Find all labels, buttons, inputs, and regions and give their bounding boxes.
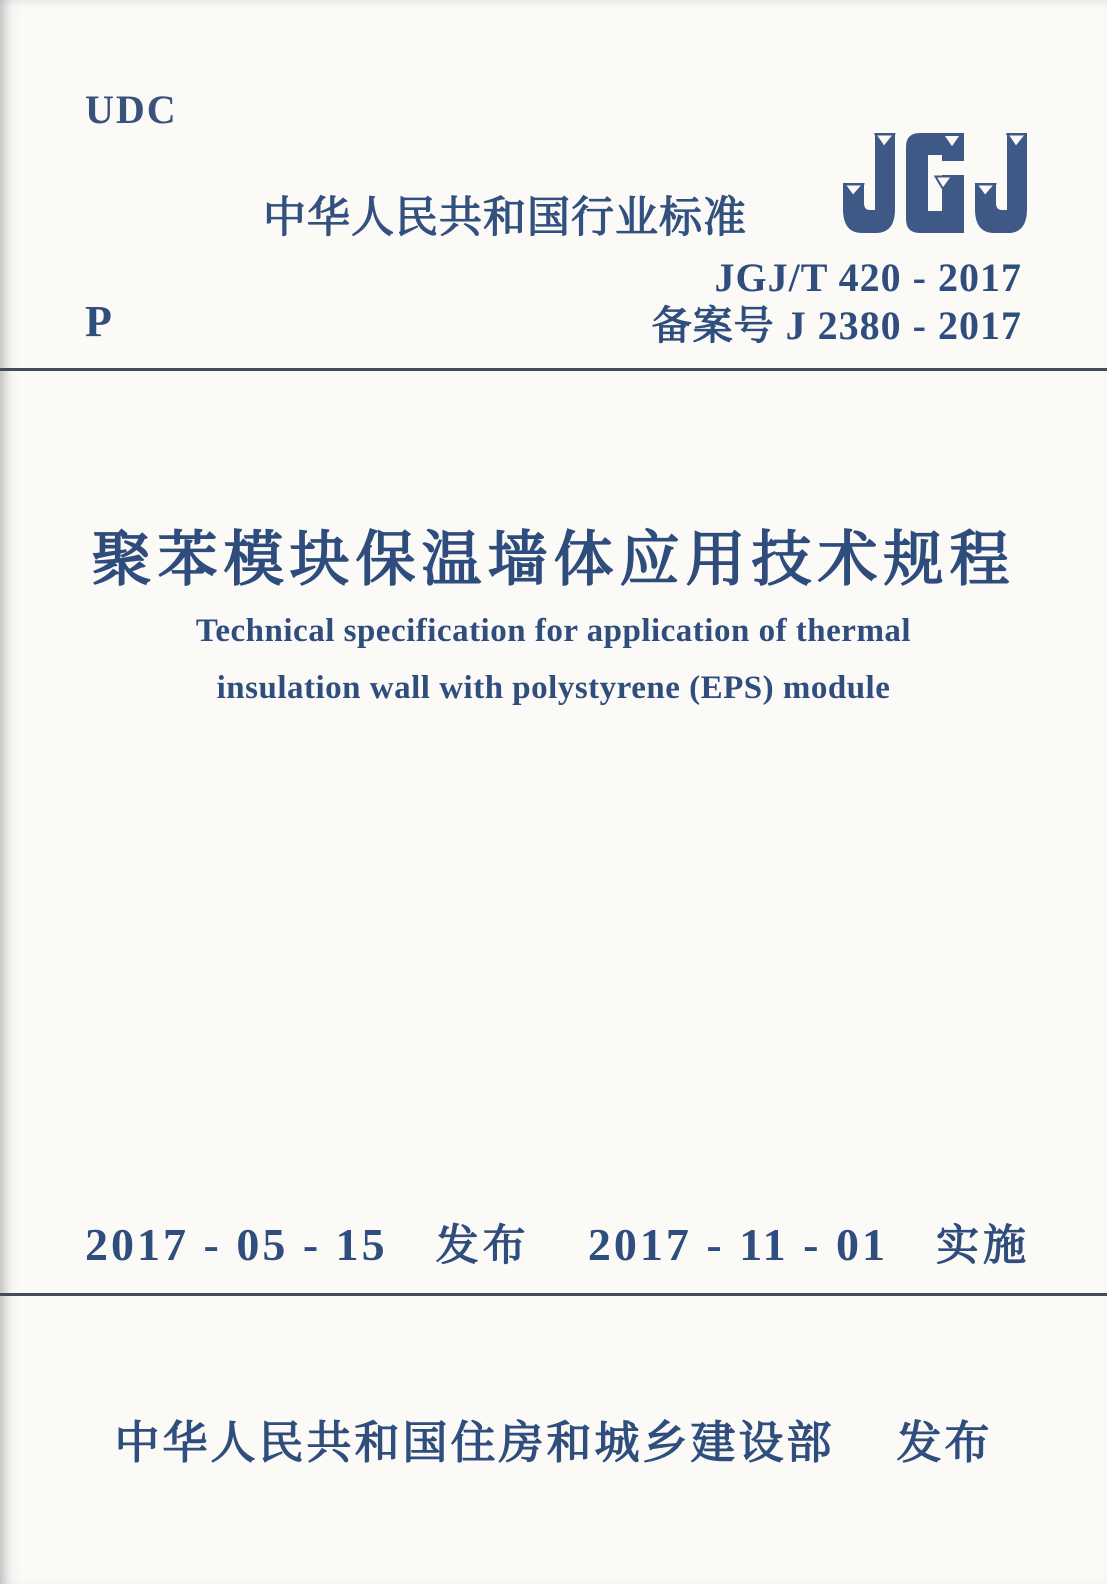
publisher-name: 中华人民共和国住房和城乡建设部	[114, 1417, 835, 1468]
top-divider	[0, 368, 1107, 371]
issue-block	[85, 1212, 530, 1273]
title-english-line2: insulation wall with polystyrene (EPS) module	[216, 670, 891, 706]
document-title-english	[0, 603, 1107, 717]
issue-label: 发布	[435, 1222, 530, 1270]
classification-label: P	[85, 297, 112, 346]
standard-number: JGJ/T 420 - 2017	[714, 255, 1022, 300]
record-number: 备案号 J 2380 - 2017	[651, 303, 1022, 348]
udc-label: UDC	[85, 87, 178, 132]
title-english-line1: Technical specification for application of thermal	[195, 613, 912, 649]
document-title-chinese: 聚苯模块保温墙体应用技术规程	[91, 527, 1016, 593]
implement-label: 实施	[936, 1222, 1030, 1270]
publisher-row	[0, 1406, 1107, 1471]
jgj-logo-icon	[843, 133, 1027, 233]
date-row	[0, 1212, 1107, 1270]
implement-block	[588, 1212, 1030, 1273]
issue-date: 2017 - 05 - 15	[85, 1219, 388, 1270]
implement-date: 2017 - 11 - 01	[587, 1219, 888, 1270]
bottom-divider	[0, 1293, 1107, 1296]
publish-label: 发布	[896, 1417, 993, 1468]
standard-type-heading: 中华人民共和国行业标准	[263, 194, 747, 242]
standard-number-block	[652, 254, 1022, 350]
